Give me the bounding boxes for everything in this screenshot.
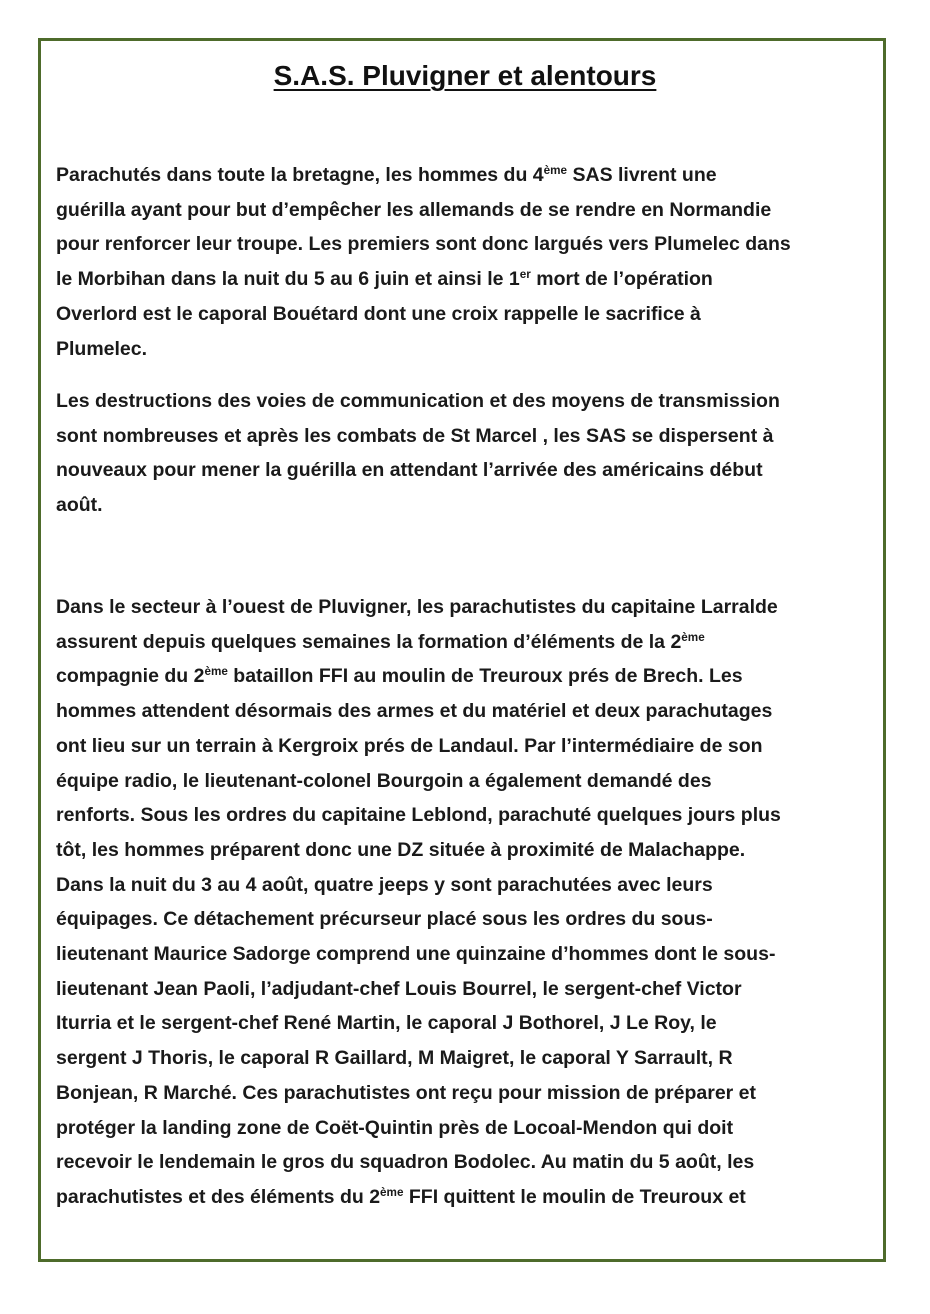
- text-line: recevoir le lendemain le gros du squadron Bodolec. Au matin du 5 août, les: [56, 1151, 755, 1174]
- text-line: pour renforcer leur troupe. Les premiers sont donc largués vers Plumelec dans: [56, 233, 791, 256]
- text-line: renforts. Sous les ordres du capitaine Leblond, parachuté quelques jours plus: [56, 804, 781, 827]
- page-title: S.A.S. Pluvigner et alentours: [273, 60, 657, 91]
- text-line: sont nombreuses et après les combats de St Marcel , les SAS se dispersent à: [56, 424, 774, 447]
- text-line: Les destructions des voies de communication et des moyens de transmission: [56, 390, 780, 412]
- text-line: Bonjean, R Marché. Ces parachutistes ont reçu pour mission de préparer et: [56, 1081, 757, 1104]
- paragraph-2: [56, 384, 871, 523]
- superscript: ème: [681, 630, 705, 644]
- text-line: nouveaux pour mener la guérilla en attendant l’arrivée des américains début: [56, 459, 763, 482]
- text-line: équipe radio, le lieutenant-colonel Bourgoin a également demandé des: [56, 769, 712, 792]
- text-line: compagnie du 2ème bataillon FFI au moulin de Treuroux prés de Brech. Les: [56, 665, 743, 688]
- text-line: Iturria et le sergent-chef René Martin, le caporal J Bothorel, J Le Roy, le: [56, 1012, 717, 1035]
- superscript: ème: [204, 665, 228, 679]
- text-line: Overlord est le caporal Bouétard dont une croix rappelle le sacrifice à: [56, 302, 701, 325]
- text-line: Parachutés dans toute la bretagne, les hommes du 4ème SAS livrent une: [56, 163, 717, 186]
- superscript: ème: [543, 163, 568, 177]
- paragraph-3: [56, 590, 871, 1215]
- text-line: Dans la nuit du 3 au 4 août, quatre jeeps y sont parachutées avec leurs: [56, 873, 713, 896]
- text-line: assurent depuis quelques semaines la formation d’éléments de la 2ème: [56, 630, 705, 653]
- text-line: Plumelec.: [56, 337, 148, 360]
- text-line: hommes attendent désormais des armes et du matériel et deux parachutages: [56, 700, 773, 723]
- superscript: er: [519, 268, 531, 282]
- text-line: ont lieu sur un terrain à Kergroix prés de Landaul. Par l’intermédiaire de son: [56, 734, 763, 757]
- superscript: ème: [380, 1185, 404, 1199]
- text-line: le Morbihan dans la nuit du 5 au 6 juin et ainsi le 1er mort de l’opération: [56, 268, 713, 291]
- text-line: lieutenant Maurice Sadorge comprend une quinzaine d’hommes dont le sous-: [56, 943, 776, 966]
- text-line: tôt, les hommes préparent donc une DZ située à proximité de Malachappe.: [56, 838, 746, 861]
- text-line: Dans le secteur à l’ouest de Pluvigner, les parachutistes du capitaine Larralde: [56, 596, 778, 618]
- text-line: protéger la landing zone de Coët-Quintin près de Locoal-Mendon qui doit: [56, 1116, 734, 1139]
- text-line: lieutenant Jean Paoli, l’adjudant-chef Louis Bourrel, le sergent-chef Victor: [56, 977, 742, 1000]
- text-line: août.: [56, 494, 103, 517]
- text-line: guérilla ayant pour but d’empêcher les allemands de se rendre en Normandie: [56, 198, 772, 221]
- text-line: sergent J Thoris, le caporal R Gaillard, M Maigret, le caporal Y Sarrault, R: [56, 1047, 733, 1070]
- text-line: équipages. Ce détachement précurseur placé sous les ordres du sous-: [56, 908, 713, 931]
- text-line: parachutistes et des éléments du 2ème FFI quittent le moulin de Treuroux et: [56, 1185, 746, 1208]
- paragraph-1: [56, 158, 871, 366]
